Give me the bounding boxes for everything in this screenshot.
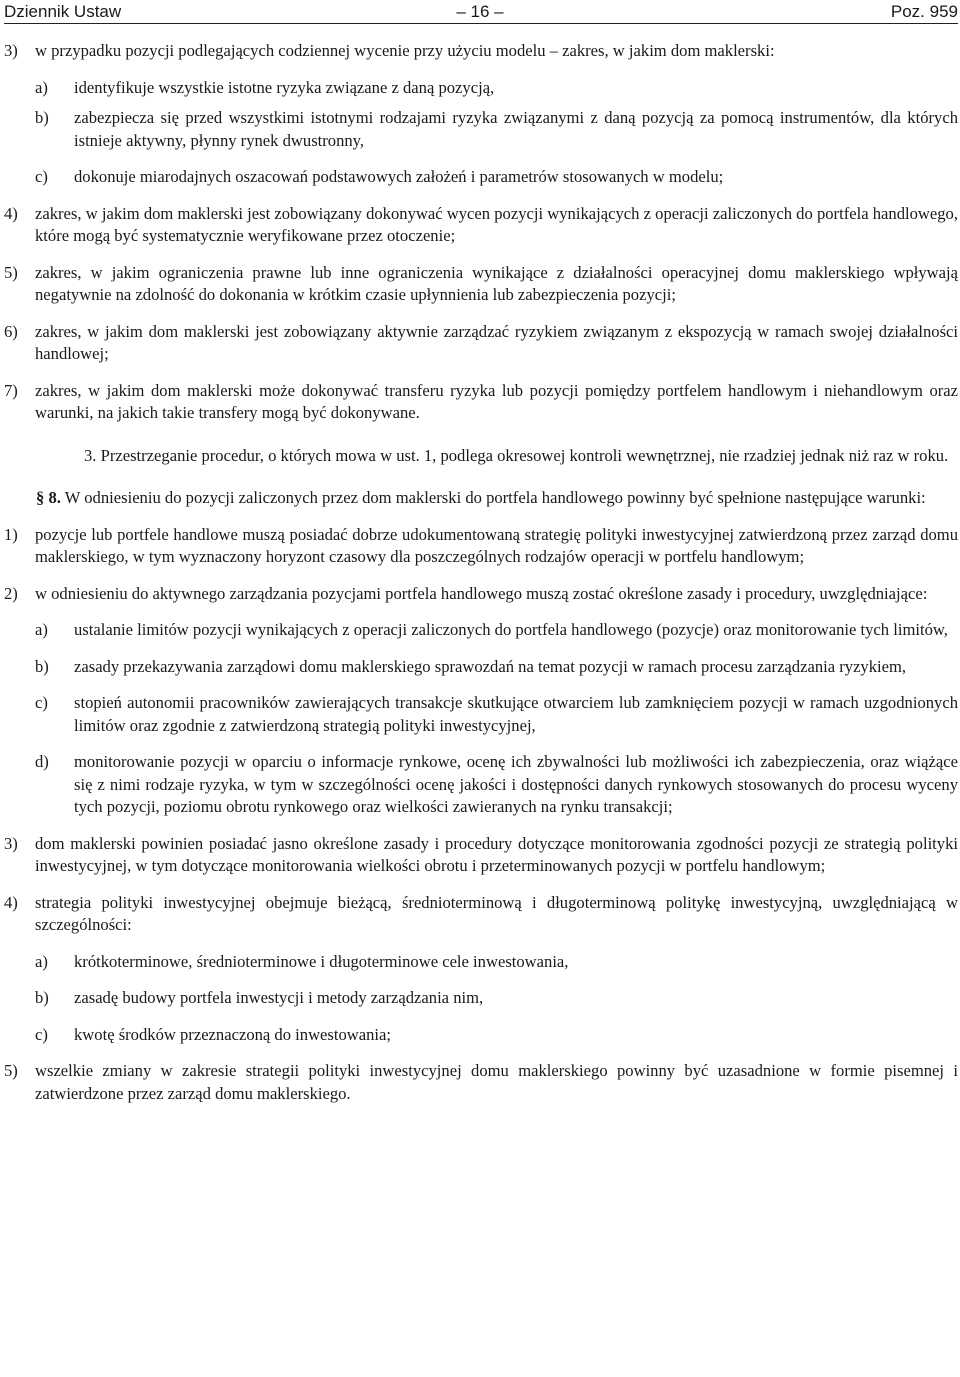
position-number: Poz. 959 bbox=[890, 2, 958, 21]
item-text: zakres, w jakim dom maklerski może dokonywać transferu ryzyka lub pozycji pomiędzy portfelem handlowym i niehandlowym oraz warunki, na jakich takie transfery mogą być dokonywane. bbox=[35, 380, 958, 422]
item-number: 3) bbox=[4, 41, 18, 60]
list-item bbox=[4, 892, 958, 937]
list-item bbox=[4, 833, 958, 878]
item-number: 5) bbox=[4, 262, 18, 282]
header-rule bbox=[4, 23, 958, 24]
item-number: 4) bbox=[4, 203, 18, 223]
page-number: – 16 – bbox=[456, 2, 504, 21]
list-item bbox=[4, 203, 958, 248]
list-item bbox=[4, 321, 958, 366]
sub-list-item bbox=[4, 951, 958, 974]
item-number: 2) bbox=[4, 583, 18, 603]
item-text: w przypadku pozycji podlegających codziennej wycenie przy użyciu modelu – zakres, w jakim dom maklerski: bbox=[35, 41, 775, 60]
list-item bbox=[4, 1060, 958, 1105]
paragraph-3 bbox=[4, 445, 958, 468]
item-letter: b) bbox=[35, 108, 49, 127]
item-text: zakres, w jakim dom maklerski jest zobowiązany dokonywać wycen pozycji wynikających z operacji zaliczonych do portfela handlowego, które mogą być systematycznie weryfikowane przez otoczenie; bbox=[35, 203, 958, 245]
sub-list-item bbox=[4, 987, 958, 1010]
item-letter: c) bbox=[35, 1024, 48, 1044]
sub-list-item bbox=[4, 692, 958, 737]
list-item bbox=[4, 262, 958, 307]
item-text: zakres, w jakim ograniczenia prawne lub inne ograniczenia wynikające z działalności operacyjnej domu maklerskiego wpływają negatywnie na zdolność do dokonania w krótkim czasie upłynnienia lub zabezpieczenia pozycji; bbox=[35, 262, 958, 304]
list-item bbox=[4, 40, 958, 63]
section-8-intro bbox=[4, 487, 958, 510]
item-letter: d) bbox=[35, 752, 49, 771]
item-text: zasady przekazywania zarządowi domu maklerskiego sprawozdań na temat pozycji w ramach procesu zarządzania ryzykiem, bbox=[74, 656, 907, 676]
item-text: strategia polityki inwestycyjnej obejmuje bieżącą, średnioterminową i długoterminową politykę inwestycyjną, uwzględniającą w szczególności: bbox=[35, 892, 958, 934]
sub-list-item bbox=[4, 656, 958, 679]
item-text: dom maklerski powinien posiadać jasno określone zasady i procedury dotyczące monitorowania zgodności pozycji ze strategią polityki inwestycyjnej, w tym dotyczące monitorowania wielkości obrotu i przeterminowanych pozycji w portfelu handlowym; bbox=[35, 833, 958, 875]
list-item bbox=[4, 583, 958, 606]
sub-list-item bbox=[4, 1024, 958, 1047]
sub-list-item bbox=[4, 751, 958, 819]
item-letter: c) bbox=[35, 167, 48, 186]
item-text: zasadę budowy portfela inwestycji i metody zarządzania nim, bbox=[74, 988, 484, 1007]
item-text: w odniesieniu do aktywnego zarządzania pozycjami portfela handlowego muszą zostać określone zasady i procedury, uwzględniające: bbox=[35, 583, 928, 603]
item-letter: b) bbox=[35, 988, 49, 1007]
page-header bbox=[0, 0, 960, 24]
item-letter: a) bbox=[35, 951, 48, 971]
paragraph-text: 3. Przestrzeganie procedur, o których mowa w ust. 1, podlega okresowej kontroli wewnętrznej, nie rzadziej jednak niż raz w roku. bbox=[84, 445, 949, 465]
item-number: 7) bbox=[4, 380, 18, 400]
item-text: krótkoterminowe, średnioterminowe i długoterminowe cele inwestowania, bbox=[74, 951, 569, 971]
item-letter: b) bbox=[35, 656, 49, 676]
paragraph-text: W odniesieniu do pozycji zaliczonych przez dom maklerski do portfela handlowego powinny być spełnione następujące warunki: bbox=[64, 488, 926, 507]
item-text: ustalanie limitów pozycji wynikających z operacji zaliczonych do portfela handlowego (pozycje) oraz monitorowanie tych limitów, bbox=[74, 620, 948, 639]
item-letter: a) bbox=[35, 620, 48, 639]
sub-list-item bbox=[4, 166, 958, 189]
item-text: pozycje lub portfele handlowe muszą posiadać dobrze udokumentowaną strategię polityki inwestycyjnej zatwierdzoną przez zarząd domu maklerskiego, w tym wyznaczony horyzont czasowy dla poszczególnych rodzajów operacji w portfelu handlowym; bbox=[35, 524, 958, 566]
item-text: zakres, w jakim dom maklerski jest zobowiązany aktywnie zarządzać ryzykiem związanym z ekspozycją w ramach swojej działalności handlowej; bbox=[35, 321, 958, 363]
item-number: 4) bbox=[4, 892, 18, 912]
document-body bbox=[4, 40, 958, 1105]
item-number: 1) bbox=[4, 524, 18, 544]
sub-list-item bbox=[4, 107, 958, 152]
item-number: 5) bbox=[4, 1061, 18, 1080]
item-text: identyfikuje wszystkie istotne ryzyka związane z daną pozycją, bbox=[74, 77, 495, 97]
item-text: zabezpiecza się przed wszystkimi istotnymi rodzajami ryzyka związanymi z daną pozycją za pomocą instrumentów, dla których istnieje aktywny, płynny rynek dwustronny, bbox=[74, 108, 958, 150]
item-text: stopień autonomii pracowników zawierających transakcje skutkujące otwarciem lub zamknięciem pozycji w ramach uzgodnionych limitów oraz zgodnie z zatwierdzoną strategią polityki inwestycyjnej, bbox=[74, 693, 958, 735]
item-letter: a) bbox=[35, 77, 48, 97]
item-text: kwotę środków przeznaczoną do inwestowania; bbox=[74, 1024, 392, 1044]
item-text: monitorowanie pozycji w oparciu o informacje rynkowe, ocenę ich zbywalności lub możliwości ich zabezpieczenia, oraz wiążące się z nimi rodzaje ryzyka, w tym w szczególności ocenę jakości i dostępności danych rynkowych stosowanych do procesu wyceny tych pozycji, poziomu obrotu rynkowego oraz wielkości zawieranych na rynku transakcji; bbox=[74, 752, 958, 816]
list-item bbox=[4, 524, 958, 569]
list-item bbox=[4, 380, 958, 425]
journal-title: Dziennik Ustaw bbox=[4, 2, 122, 21]
item-letter: c) bbox=[35, 693, 48, 712]
sub-list-item bbox=[4, 77, 958, 100]
item-number: 3) bbox=[4, 833, 18, 853]
section-marker: § 8. bbox=[36, 488, 61, 507]
item-text: dokonuje miarodajnych oszacowań podstawowych założeń i parametrów stosowanych w modelu; bbox=[74, 167, 724, 186]
sub-list-item bbox=[4, 619, 958, 642]
item-text: wszelkie zmiany w zakresie strategii polityki inwestycyjnej domu maklerskiego powinny być uzasadnione w formie pisemnej i zatwierdzone przez zarząd domu maklerskiego. bbox=[35, 1061, 958, 1103]
item-number: 6) bbox=[4, 321, 18, 341]
